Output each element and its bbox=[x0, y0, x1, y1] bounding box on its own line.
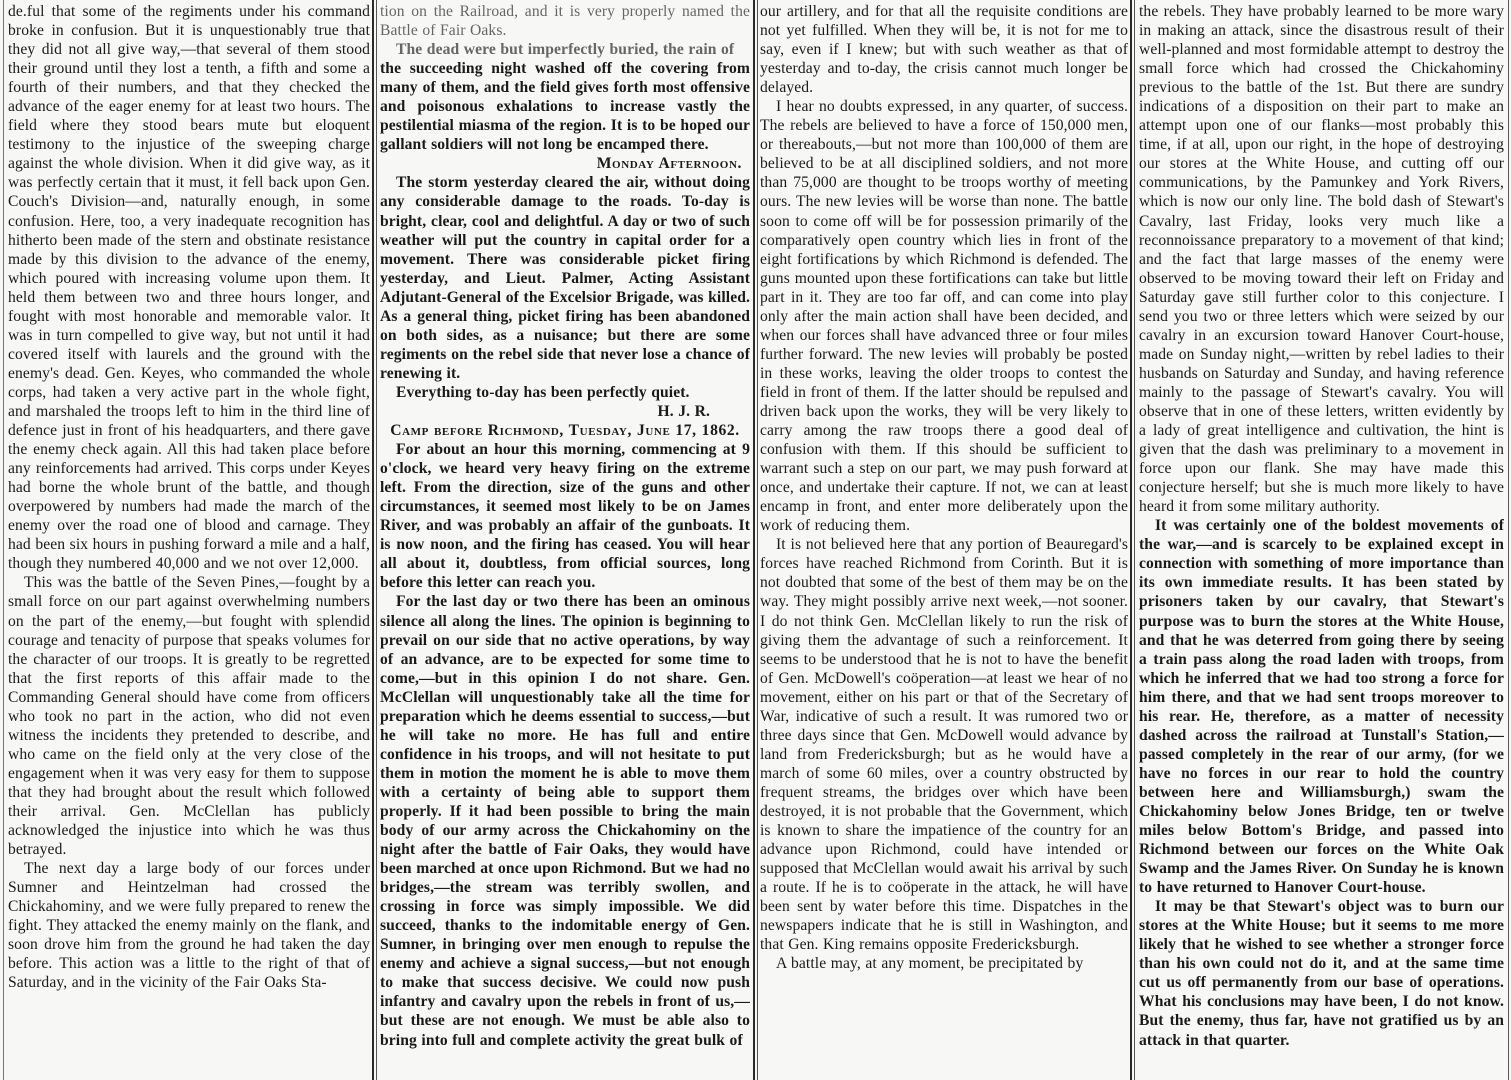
column-rule bbox=[372, 0, 374, 1080]
column-rule bbox=[1130, 0, 1132, 1080]
paragraph: For about an hour this morning, commencing at 9 o'clock, we heard very heavy firing on the extreme left. From the direction, size of the guns and other circumstances, it seemed most likely to be on James River, and was probably an affair of the gunboats. It is now noon, and the firing has ceased. You will hear all about it, doubtless, from official sources, long before this letter can reach you. bbox=[380, 441, 750, 592]
paragraph: tion on the Railroad, and it is very properly named the Battle of Fair Oaks. bbox=[380, 3, 750, 40]
paragraph: The dead were but imperfectly buried, the rain of bbox=[396, 41, 735, 59]
article-column-3 bbox=[760, 2, 1128, 1078]
paragraph: It is not believed here that any portion of Beauregard's forces have reached Richmond from Corinth. But it is not doubted that some of the best of them may be on the way. They might possibly arrive next week,—not sooner. I do not think Gen. McClellan likely to run the risk of giving them the advantage of such a reinforcement. It seems to be understood that he is not to have the benefit of Gen. McDowell's coöperation—at least we hear of no movement, either on his part or that of the Secretary of War, indicative of such a result. It was rumored two or three days since that Gen. McDowell would advance by land from Fredericksburgh; but as he would have a march of some 60 miles, over a country obstructed by frequent streams, the bridges over which have been destroyed, it is not probable that the Government, which is known to share the impatience of the country for an advance upon Richmond, could have intended or supposed that McClellan would await his arrival by such a route. If he is to coöperate in the attack, he will have been sent by water before this time. Dispatches in the newspapers indicate that he is still in Washington, and that Gen. King remains opposite Fredericksburgh. bbox=[760, 536, 1128, 954]
column-rule bbox=[1134, 0, 1135, 1080]
paragraph: our artillery, and for that all the requisite conditions are not yet fulfilled. When they will be, it is not for me to say, even if I knew; but with such weather as that of yesterday and to-day, the crisis cannot much longer be delayed. bbox=[760, 3, 1128, 97]
article-column-2 bbox=[380, 2, 750, 1078]
paragraph: Everything to-day has been perfectly quiet. bbox=[396, 383, 690, 401]
signature: H. J. R. bbox=[657, 402, 710, 420]
paragraph: This was the battle of the Seven Pines,—fought by a small force on our part against overwhelming numbers on the part of the enemy,—but fought with splendid courage and tenacity of purpose that speaks volumes for the character of our troops. It is greatly to be regretted that the first reports of this affair made to the Commanding General should have come from officers who took no part in the action, who did not even witness the incidents they pretended to describe, and who came on the field only at the very close of the engagement when it was very easy for them to suppose that they had brought about the result which followed their arrival. Gen. McClellan has publicly acknowledged the injustice into which he was thus betrayed. bbox=[8, 574, 370, 859]
paragraph: the succeeding night washed off the covering from many of them, and the field gives forth most offensive and poisonous exhalations to increase vastly the pestilential miasma of the region. It is to be hoped our gallant soldiers will not long be encamped there. bbox=[380, 60, 750, 154]
column-rule bbox=[757, 0, 758, 1080]
paragraph: It was certainly one of the boldest movements of the war,—and is scarcely to be explained except in connection with something of more importance than its own immediate results. It has been stated by prisoners taken by our cavalry, that Stewart's purpose was to burn the stores at the White House, and that he was deterred from going there by seeing a train pass along the road laden with troops, from which he inferred that we had too strong a force for him there, and that we had sent troops moreover to his rear. He, therefore, as a matter of necessity dashed across the railroad at Tunstall's Station,—passed completely in the rear of our army, (for we have no forces in our rear to hold the country between here and Williamsburgh,) swam the Chickahominy below Jones Bridge, ten or twelve miles below Bottom's Bridge, and passed into Richmond between our forces on the White Oak Swamp and the James River. On Sunday he is known to have returned to Hanover Court-house. bbox=[1139, 517, 1504, 897]
paragraph: de.ful that some of the regiments under his command broke in confusion. But it is unquestionably true that they did not all give way,—that several of them stood their ground until they lost a tenth, a fifth and some a fourth of their numbers, and that they checked the advance of the eager enemy for at least two hours. The field where they stood bears mute but eloquent testimony to the injustice of the sweeping charge against the whole division. When it did give way, as it was perfectly certain that it must, it fell back upon Gen. Couch's Division—and, naturally enough, in some confusion. Here, too, a very inadequate recognition has hitherto been made of the stern and obstinate resistance made by this division to the advance of the enemy, which poured with increasing volume upon them. It held them between two and three hours longer, and fought with most honorable and memorable valor. It was in turn compelled to give way, but not until it had covered itself with laurels and the ground with the enemy's dead. Gen. Keyes, who commanded the whole corps, had taken a very active part in the whole fight, and marshaled the troops left to him in the third line of defence just in front of his headquarters, and there gave the enemy check again. All this had taken place before any reinforcements had arrived. This corps under Keyes had borne the whole brunt of the battle, and though overpowered by numbers had made the march of the enemy over the road one of blood and carnage. They had been six hours in pushing forward a mile and a half, though they numbered 40,000 and we not over 12,000. bbox=[8, 3, 370, 573]
article-column-4 bbox=[1139, 2, 1504, 1078]
column-rule bbox=[376, 0, 377, 1080]
column-rule bbox=[753, 0, 755, 1080]
dateline: Camp before Richmond, Tuesday, June 17, 1862. bbox=[390, 422, 740, 440]
paragraph: It may be that Stewart's object was to burn our stores at the White House; but it seems to me more likely that he wished to see whether a stronger force than his own could not do it, and at the same time cut us off permanently from our base of operations. What his conclusions may have been, I do not know. But the enemy, thus far, have not gratified us by an attack in that quarter. bbox=[1139, 898, 1504, 1049]
paragraph: I hear no doubts expressed, in any quarter, of success. The rebels are believed to have a force of 150,000 men, or thereabouts,—but not more than 100,000 of them are believed to be at all disciplined soldiers, and not more than 75,000 are thought to be troops worthy of meeting ours. The new levies will be worse than none. The battle soon to come off will be for possession primarily of the comparatively open country which lies in front of the eight fortifications by which Richmond is defended. The guns mounted upon these fortifications can take but little part in it. They are too far off, and can come into play only after the main action shall have been decided, and when our forces shall have advanced three or four miles further forward. The new levies will probably be posted in these works, leaving the older troops to contest the field in front of them. If the latter should be repulsed and driven back upon the works, they will be very likely to carry among the raw troops there a good deal of confusion with them. If this should be sufficient to warrant such a step on our part, we may push forward at once, and undertake their capture. If not, we can at least encamp in front, and enter more deliberately upon the work of reducing them. bbox=[760, 98, 1128, 535]
paragraph: A battle may, at any moment, be precipitated by bbox=[776, 955, 1084, 973]
article-column-1 bbox=[8, 2, 370, 1078]
paragraph: The next day a large body of our forces under Sumner and Heintzelman had crossed the Chickahominy, and we were fully prepared to renew the fight. They attacked the enemy mainly on the flank, and soon drove him from the ground he had taken the day before. This action was a little to the right of that of Saturday, and in the vicinity of the Fair Oaks Sta- bbox=[8, 860, 370, 992]
paragraph: The storm yesterday cleared the air, without doing any considerable damage to the roads. To-day is bright, clear, cool and delightful. A day or two of such weather will put the country in capital order for a movement. There was considerable picket firing yesterday, and Lieut. Palmer, Acting Assistant Adjutant-General of the Excelsior Brigade, was killed. As a general thing, picket firing has been abandoned on both sides, as a nuisance; but there are some regiments on the rebel side that never lose a chance of renewing it. bbox=[380, 174, 750, 382]
paragraph: the rebels. They have probably learned to be more wary in making an attack, since the disastrous result of their well-planned and most formidable attempt to destroy the small force which had crossed the Chickahominy previous to the battle of the 1st. But there are sundry indications of a disposition on their part to make an attempt upon one of our flanks—most probably this time, if at all, upon our right, in the hope of destroying our stores at the White House, and cutting off our communications, by the Pamunkey and York Rivers, which is now our only line. The bold dash of Stewart's Cavalry, last Friday, looks very much like a reconnoissance preparatory to a movement of that kind; and the fact that large masses of the enemy were observed to be moving toward their left on Friday and Saturday gave still further color to this conjecture. I send you two or three letters which were seized by our cavalry in an excursion toward Hanover Court-house, made on Sunday night,—written by rebel ladies to their husbands on Saturday and Sunday, and having reference mainly to the passage of Stewart's cavalry. You will observe that in one of these letters, written evidently by a lady of great intelligence and cultivation, the hint is given that the dash was preliminary to a movement in force upon our flank. She may have made this conjecture herself; but she is much more likely to have heard it from some military authority. bbox=[1139, 3, 1504, 516]
dateline: Monday Afternoon. bbox=[596, 155, 742, 173]
paragraph: For the last day or two there has been an ominous silence all along the lines. The opinion is beginning to prevail on our side that no active operations, by way of an advance, are to be expected for some time to come,—but in this opinion I do not share. Gen. McClellan will unquestionably take all the time for preparation which he deems essential to success,—but he will take no more. He has full and entire confidence in his troops, and will not hesitate to put them in motion the moment he is able to move them with a certainty of being able to support them properly. If it had been possible to bring the main body of our army across the Chickahominy on the night after the battle of Fair Oaks, they would have been marched at once upon Richmond. But we had no bridges,—the stream was terribly swollen, and crossing in force was simply impossible. We did succeed, thanks to the indomitable energy of Gen. Sumner, in bringing over men enough to repulse the enemy and achieve a signal success,—but not enough to make that success decisive. We could now push infantry and cavalry upon the rebels in front of us,—but these are not enough. We must be able also to bring into full and complete activity the great bulk of bbox=[380, 593, 750, 1049]
page-right-border bbox=[1508, 0, 1509, 1080]
page-left-border bbox=[3, 0, 4, 1080]
